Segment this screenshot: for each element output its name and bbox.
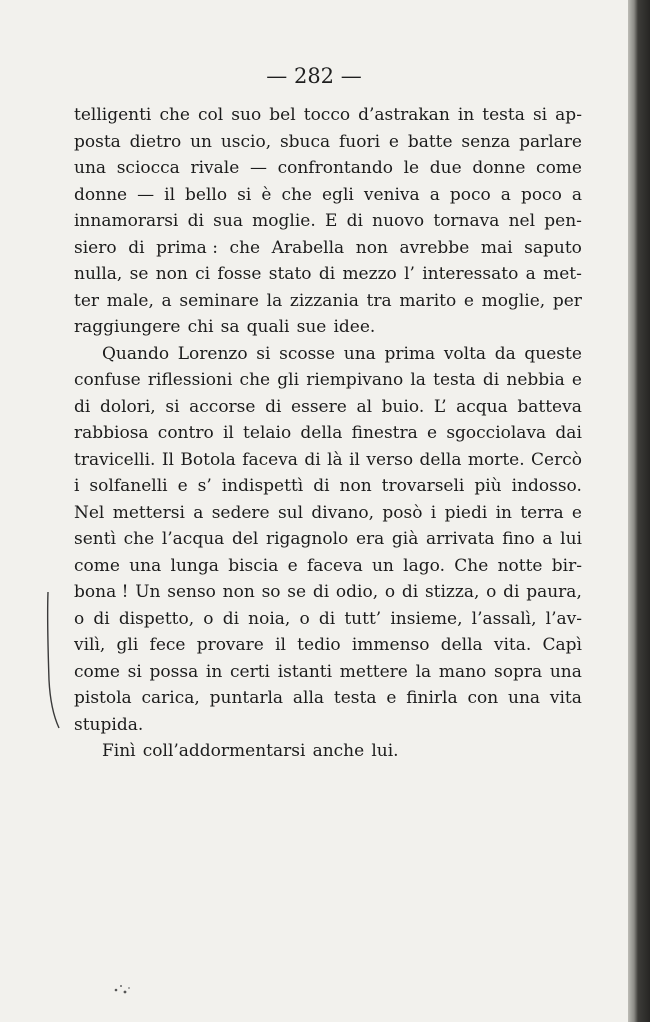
text-line [74,685,582,712]
word: tra [366,290,392,311]
word: sue [296,317,327,337]
word: di [312,582,330,602]
word: innamorarsi [74,211,179,231]
word: per [552,290,582,311]
word: senso [167,582,216,602]
word: e [571,502,582,523]
word: verso [366,449,414,470]
word: non [339,476,372,496]
word: fosse [217,264,262,284]
word: Finì [102,741,136,761]
word: bello [185,184,228,205]
word: telaio [243,423,292,443]
word: come [74,555,120,576]
word: sentì [74,529,117,549]
word: divano, [311,502,375,523]
word: di [74,396,91,417]
word: col [198,105,224,125]
word: tedio [297,635,341,655]
book-spine-shadow [628,0,650,1022]
word: si [127,661,142,682]
margin-pencil-mark [43,590,63,730]
word: odio, [335,582,379,602]
word: e [427,423,438,443]
word: egli [322,184,354,205]
word: chi [187,317,214,337]
word: e [386,688,397,708]
word: morte. [467,449,525,470]
word: senza [461,131,511,152]
word: lui. [371,741,399,761]
word: seminare [179,290,259,311]
word: ap- [555,105,582,125]
ink-speck [110,980,134,998]
word: della [300,423,343,443]
word: bir- [551,555,582,576]
word: una [549,661,582,682]
word: posò [382,502,423,523]
word: prima : [156,237,218,258]
word: la [266,290,283,311]
word: mano [438,661,487,682]
word: poco [520,184,562,205]
text-line [74,235,582,262]
word: male, [106,290,154,311]
word: nel [508,211,536,231]
word: mettersi [112,502,185,523]
word: pistola [74,688,132,708]
word: insieme, [390,608,463,629]
word: — [137,184,155,205]
word: avrebbe [399,237,470,258]
word: in [457,105,475,125]
word: sgocciolava [446,423,547,443]
word: testa [433,370,476,390]
word: il [164,184,176,205]
text-line [74,606,582,633]
word: nebbia [506,370,565,390]
word: una [129,555,162,576]
word: vita [549,688,582,708]
word: testa [482,105,525,125]
text-line [74,182,582,209]
word: provare [196,635,264,655]
word: che [281,184,312,205]
word: a [193,502,204,523]
text-line [74,420,582,447]
word: e [287,555,298,576]
word: se [129,264,149,284]
word: rigagnolo [265,529,349,549]
word: già [391,529,419,549]
word: si [532,105,548,125]
word: l’av- [545,608,582,629]
text-line [74,288,582,315]
word: trovarseli [381,476,465,496]
word: nulla, [74,264,123,284]
word: stupida. [74,714,144,735]
word: parlare [519,131,582,152]
word: indispettì [221,476,304,496]
word: batteva [517,396,582,417]
word: dietro [129,131,182,152]
word: di [318,264,336,284]
word: gli [116,635,139,655]
word: lui [560,529,582,549]
word: volta [443,343,487,364]
text-line [74,526,582,553]
word: di [482,370,500,390]
word: un [190,131,212,152]
word: il [275,635,286,655]
word: l’ [404,264,415,284]
word: interessato [422,264,519,284]
word: noia, [248,608,291,629]
word: — [249,158,267,178]
word: di [318,608,336,629]
word: mettere [339,661,408,682]
word: sul [277,502,304,523]
text-line [74,261,582,288]
word: riempivano [306,370,404,390]
word: Un [135,582,161,602]
word: se [287,582,307,602]
word: vita. [493,635,532,655]
word: lunga [170,555,219,576]
word: buio. [381,396,425,417]
text-line [74,553,582,580]
word: scosse [279,343,336,364]
text-line [74,712,582,739]
word: più [474,476,502,496]
word: rabbiosa [74,423,149,443]
word: certi [230,661,270,682]
text-line [74,473,582,500]
word: che [159,105,190,125]
word: donne [472,158,526,178]
word: sa [220,317,240,337]
word: notte [497,555,543,576]
word: da [494,343,516,364]
word: Nel [74,502,105,523]
word: un [371,555,394,576]
word: confuse [74,370,141,390]
word: o [299,608,310,629]
body-text [74,102,582,765]
word: non [155,264,188,284]
word: marito [399,290,457,311]
word: a [571,184,582,205]
word: zizzania [289,290,359,311]
word: di [304,449,321,470]
text-line [74,447,582,474]
word: prima [384,343,436,364]
word: moglie. [252,211,316,231]
word: che [123,529,155,549]
word: sua [213,211,243,231]
word: donne [74,184,128,205]
word: di [265,396,282,417]
text-line [74,155,582,182]
word: pen- [544,211,582,231]
word: della [419,449,462,470]
word: a [500,184,511,205]
word: mai [480,237,513,258]
text-line [74,367,582,394]
word: a [525,264,536,284]
word: arrivata [426,529,495,549]
text-line [74,659,582,686]
text-line [74,341,582,368]
word: so [261,582,281,602]
word: di [346,211,363,231]
word: e [571,370,582,390]
word: met- [543,264,582,284]
word: il [349,449,360,470]
word: paura, [526,582,582,602]
word: faceva [242,449,298,470]
text-line [74,579,582,606]
word: contro [157,423,214,443]
word: a [542,529,553,549]
word: stizza, [424,582,480,602]
word: o [74,608,85,629]
word: bel [269,105,296,125]
word: faceva [306,555,363,576]
word: travicelli. [74,449,156,470]
word: al [356,396,373,417]
word: dispetto, [118,608,195,629]
word: siero [74,237,117,258]
word: i [74,476,80,496]
word: o [203,608,214,629]
text-line [74,102,582,129]
word: telligenti [74,105,152,125]
word: carica, [141,688,200,708]
word: o [486,582,497,602]
word: con [467,688,499,708]
word: L’ [433,396,447,417]
word: E [324,211,338,231]
word: non [355,237,388,258]
word: in [205,661,223,682]
word: terra [520,502,564,523]
word: là [327,449,343,470]
word: istanti [277,661,333,682]
word: sedere [211,502,270,523]
word: nuovo [372,211,425,231]
word: sciocca [116,158,180,178]
word: le [403,158,420,178]
word: che [229,237,261,258]
word: la [410,370,426,390]
word: saputo [524,237,582,258]
word: uscio, [220,131,272,152]
word: in [495,502,512,523]
word: rivale [190,158,240,178]
word: Cercò [531,449,582,470]
word: queste [524,343,582,364]
word: è [261,184,272,205]
word: si [256,343,271,364]
word: una [343,343,376,364]
word: vilì, [74,635,106,655]
word: acqua [456,396,508,417]
text-line [74,394,582,421]
word: che [239,370,271,390]
word: non [222,582,255,602]
word: idee. [333,317,376,337]
text-line [74,632,582,659]
word: due [429,158,462,178]
word: di [401,582,419,602]
word: Quando [102,343,170,364]
word: Che [454,555,489,576]
word: ter [74,290,100,311]
word: Capì [542,635,582,655]
word: immenso [351,635,430,655]
word: della [440,635,483,655]
word: di [503,582,520,602]
word: s’ [197,476,212,496]
word: lago. [403,555,445,576]
word: coll’addormentarsi [142,741,306,761]
word: e [388,131,399,152]
word: i [430,502,437,523]
word: moglie, [481,290,546,311]
word: poco [449,184,491,205]
word: Arabella [271,237,345,258]
text-line [74,738,582,765]
word: finirla [406,688,458,708]
word: veniva [363,184,420,205]
page-number: — 282 — [266,64,362,88]
word: di [222,608,240,629]
word: l’acqua [161,529,225,549]
word: si [237,184,252,205]
word: e [177,476,188,496]
word: Botola [180,449,236,470]
word: Lorenzo [177,343,248,364]
word: alla [292,688,325,708]
word: come [536,158,582,178]
word: o [384,582,396,602]
word: la [415,661,432,682]
word: dolori, [99,396,156,417]
word: biscia [228,555,279,576]
word: gli [277,370,300,390]
word: tutt’ [344,608,382,629]
word: accorse [189,396,256,417]
word: d’astrakan [358,105,450,125]
word: una [74,158,107,178]
word: raggiungere [74,317,181,337]
text-line [74,208,582,235]
word: tornava [433,211,500,231]
word: a [429,184,440,205]
word: sbuca [279,131,331,152]
word: l’assalì, [471,608,537,629]
word: confrontando [277,158,393,178]
word: il [222,423,234,443]
text-line [74,314,582,341]
word: sopra [494,661,543,682]
word: dai [555,423,582,443]
word: si [165,396,180,417]
word: stato [268,264,312,284]
word: fece [149,635,186,655]
word: Il [161,449,174,470]
word: di [187,211,204,231]
word: mezzo [342,264,397,284]
word: di [93,608,110,629]
word: del [231,529,259,549]
word: come [74,661,120,682]
word: a [161,290,172,311]
word: batte [407,131,453,152]
word: riflessioni [147,370,233,390]
word: bona ! [74,582,129,602]
word: suo [231,105,262,125]
word: possa [149,661,199,682]
text-line [74,129,582,156]
word: finestra [351,423,418,443]
word: fuori [339,131,381,152]
word: e [463,290,474,311]
word: quali [246,317,290,337]
word: indosso. [511,476,582,496]
word: solfanelli [89,476,168,496]
word: una [508,688,541,708]
word: tocco [303,105,351,125]
text-line [74,500,582,527]
word: posta [74,131,121,152]
word: di [128,237,145,258]
word: di [313,476,330,496]
word: testa [333,688,377,708]
word: piedi [444,502,488,523]
word: era [355,529,385,549]
word: puntarla [209,688,284,708]
word: ci [195,264,211,284]
word: fino [502,529,535,549]
word: essere [291,396,347,417]
word: anche [312,741,365,761]
